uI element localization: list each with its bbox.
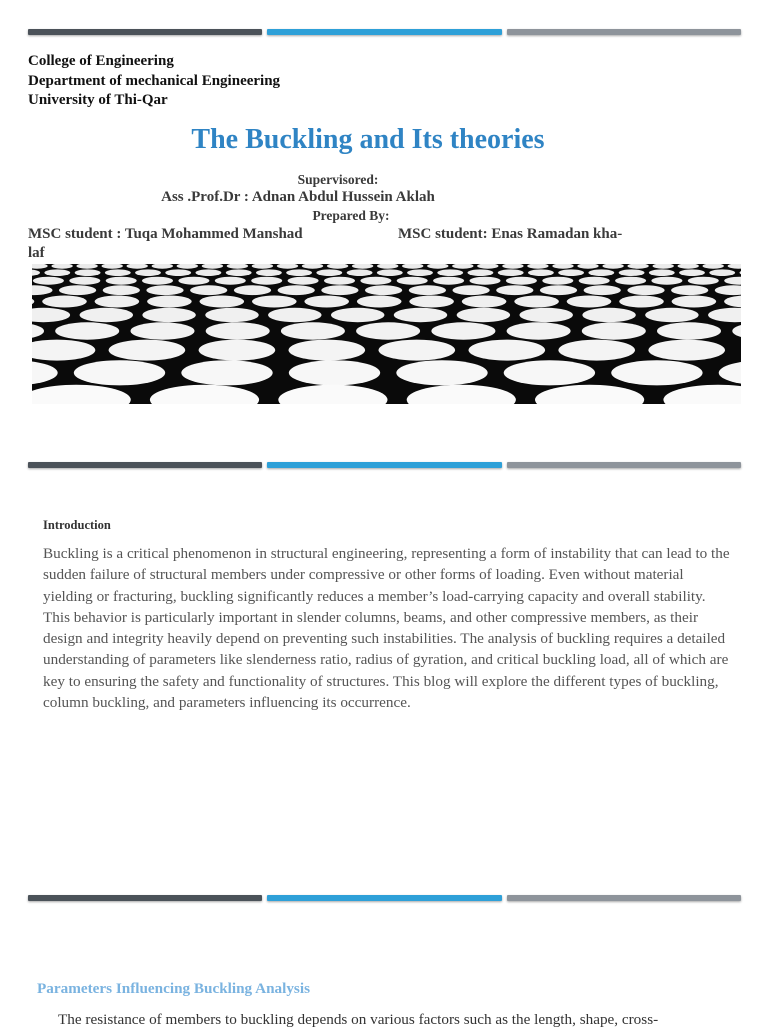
parameters-heading: Parameters Influencing Buckling Analysis: [37, 980, 310, 997]
supervisor-name: Ass .Prof.Dr : Adnan Abdul Hussein Aklah: [161, 189, 435, 205]
college-name: College of Engineering: [28, 53, 174, 69]
top-divider-rule: [28, 29, 741, 36]
institution-block: [28, 52, 280, 111]
introduction-heading: Introduction: [43, 518, 111, 532]
document-title: The Buckling and Its theories: [191, 124, 545, 155]
cover-image-discs: [32, 264, 741, 404]
introduction-paragraph: Buckling is a critical phenomenon in structural engineering, representing a form of instability that can lead to the sudden failure of structural members under compressive or other forms of loading. Even without material yielding or fracturing, buckling significantly reduces a member’s load-carrying capacity and overall stability. This behavior is particularly important in slender columns, beams, and other compressive members, as their design and integrity heavily depend on preventing such instabilities. The analysis of buckling requires a detailed understanding of parameters like slenderness ratio, radius of gyration, and critical buckling load, all of which are key to ensuring the safety and functionality of structures. This blog will explore the different types of buckling, column buckling, and parameters influencing its occurrence.: [43, 545, 730, 712]
student-2-name: MSC student: Enas Ramadan kha-: [398, 226, 623, 242]
university-name: University of Thi-Qar: [28, 92, 168, 108]
lower-divider-rule: [28, 895, 741, 902]
department-name: Department of mechanical Engineering: [28, 72, 281, 89]
student-2-name-continued: laf: [28, 245, 45, 261]
cover-image: [32, 264, 741, 404]
prepared-by-label: Prepared By:: [312, 208, 390, 223]
student-1-name: MSC student : Tuqa Mohammed Manshad: [28, 226, 303, 242]
middle-divider-rule: [28, 462, 741, 469]
parameters-paragraph: The resistance of members to buckling depends on various factors such as the length, shape, cross-: [58, 1011, 659, 1028]
supervised-label: Supervisored:: [297, 172, 379, 187]
